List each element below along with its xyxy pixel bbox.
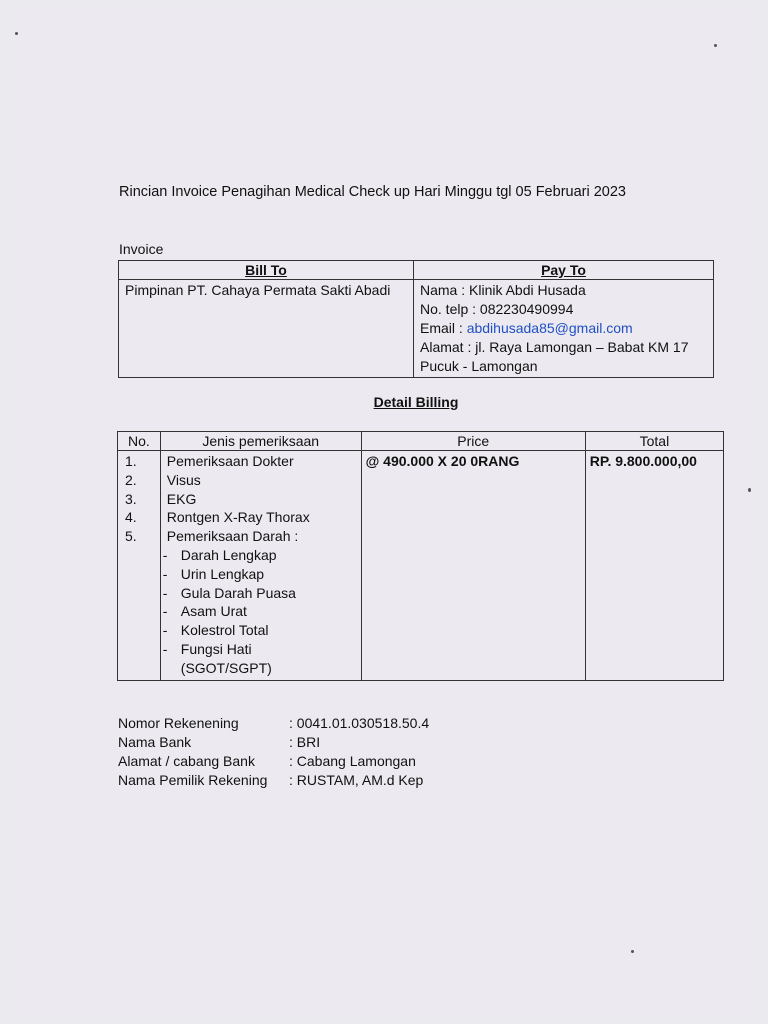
sub-item — [162, 584, 357, 603]
billing-body-row — [118, 451, 724, 681]
header-no: No. — [118, 432, 161, 451]
pay-to-alamat-2: Pucuk - Lamongan — [420, 358, 538, 374]
scan-speck — [748, 488, 751, 492]
pay-to-header: Pay To — [414, 261, 714, 280]
no-cell — [118, 451, 161, 681]
bank-value: : 0041.01.030518.50.4 — [289, 715, 430, 731]
sub-item-dash: - — [162, 565, 168, 582]
bill-to-header: Bill To — [119, 261, 414, 280]
sub-item — [162, 546, 357, 565]
item-number: 3. — [125, 490, 137, 507]
scan-speck — [714, 44, 717, 47]
total-cell — [585, 451, 723, 681]
pay-to-telp: No. telp : 082230490994 — [420, 301, 574, 317]
sub-item-dash: - — [162, 622, 168, 639]
bank-row — [118, 733, 429, 752]
email-link[interactable]: abdihusada85@gmail.com — [466, 320, 633, 336]
exam-item: Pemeriksaan Dokter — [166, 453, 294, 469]
bank-row — [118, 771, 429, 790]
bank-details — [118, 714, 429, 790]
bank-row — [118, 752, 429, 771]
bank-label: Alamat / cabang Bank — [118, 753, 255, 769]
bank-value: : Cabang Lamongan — [289, 753, 416, 769]
bill-pay-content-row — [119, 280, 714, 378]
exam-item: EKG — [166, 490, 197, 507]
sub-item-dash: - — [162, 584, 168, 601]
bill-pay-table — [118, 260, 714, 378]
sub-item-label: Gula Darah Puasa — [180, 584, 296, 601]
sub-item — [162, 565, 357, 584]
bank-label: Nama Pemilik Rekening — [118, 772, 268, 788]
sub-item — [162, 621, 357, 640]
bank-label: Nomor Rekenening — [118, 715, 239, 731]
bill-to-value: Pimpinan PT. Cahaya Permata Sakti Abadi — [119, 280, 414, 378]
sub-item-label: Kolestrol Total — [180, 622, 269, 639]
detail-billing-title: Detail Billing — [373, 394, 459, 410]
pay-to-alamat-1: Alamat : jl. Raya Lamongan – Babat KM 17 — [420, 339, 689, 355]
header-total: Total — [585, 432, 723, 451]
sub-item-label: Urin Lengkap — [180, 565, 265, 582]
pay-to-nama: Nama : Klinik Abdi Husada — [420, 282, 586, 298]
item-number: 5. — [125, 528, 137, 545]
sub-item — [162, 640, 357, 678]
sub-item-dash: - — [162, 546, 168, 563]
sub-item-dash: - — [162, 603, 168, 620]
pay-to-email-line — [420, 319, 707, 338]
bank-row — [118, 714, 429, 733]
scan-speck — [15, 32, 18, 35]
item-number: 1. — [125, 453, 137, 469]
bank-label: Nama Bank — [118, 734, 192, 750]
bank-value: : BRI — [289, 734, 321, 750]
price-cell — [361, 451, 585, 681]
price-value: @ 490.000 X 20 0RANG — [365, 453, 520, 469]
sub-item-label: Asam Urat — [180, 603, 247, 620]
detail-billing-table — [117, 431, 724, 681]
sub-item-label: Darah Lengkap — [180, 546, 277, 563]
exam-item: Pemeriksaan Darah : — [166, 528, 299, 545]
pay-to-email-label: Email : — [420, 320, 467, 336]
invoice-label: Invoice — [119, 241, 164, 257]
scan-speck — [631, 950, 634, 953]
sub-item-dash: - — [162, 640, 168, 657]
billing-header-row — [118, 432, 724, 451]
jenis-cell — [160, 451, 361, 681]
header-jenis: Jenis pemeriksaan — [160, 432, 361, 451]
sub-item-label: Fungsi Hati (SGOT/SGPT) — [180, 640, 272, 676]
bank-value: : RUSTAM, AM.d Kep — [289, 772, 424, 788]
item-number: 4. — [125, 509, 137, 526]
bill-pay-header-row — [119, 261, 714, 280]
pay-to-cell — [414, 280, 714, 378]
sub-item — [162, 602, 357, 621]
total-value: RP. 9.800.000,00 — [589, 453, 697, 469]
document-title: Rincian Invoice Penagihan Medical Check up Hari Minggu tgl 05 Februari 2023 — [119, 184, 626, 200]
exam-item: Rontgen X-Ray Thorax — [166, 509, 310, 526]
exam-item: Visus — [166, 471, 201, 488]
header-price: Price — [361, 432, 585, 451]
item-number: 2. — [125, 471, 137, 488]
